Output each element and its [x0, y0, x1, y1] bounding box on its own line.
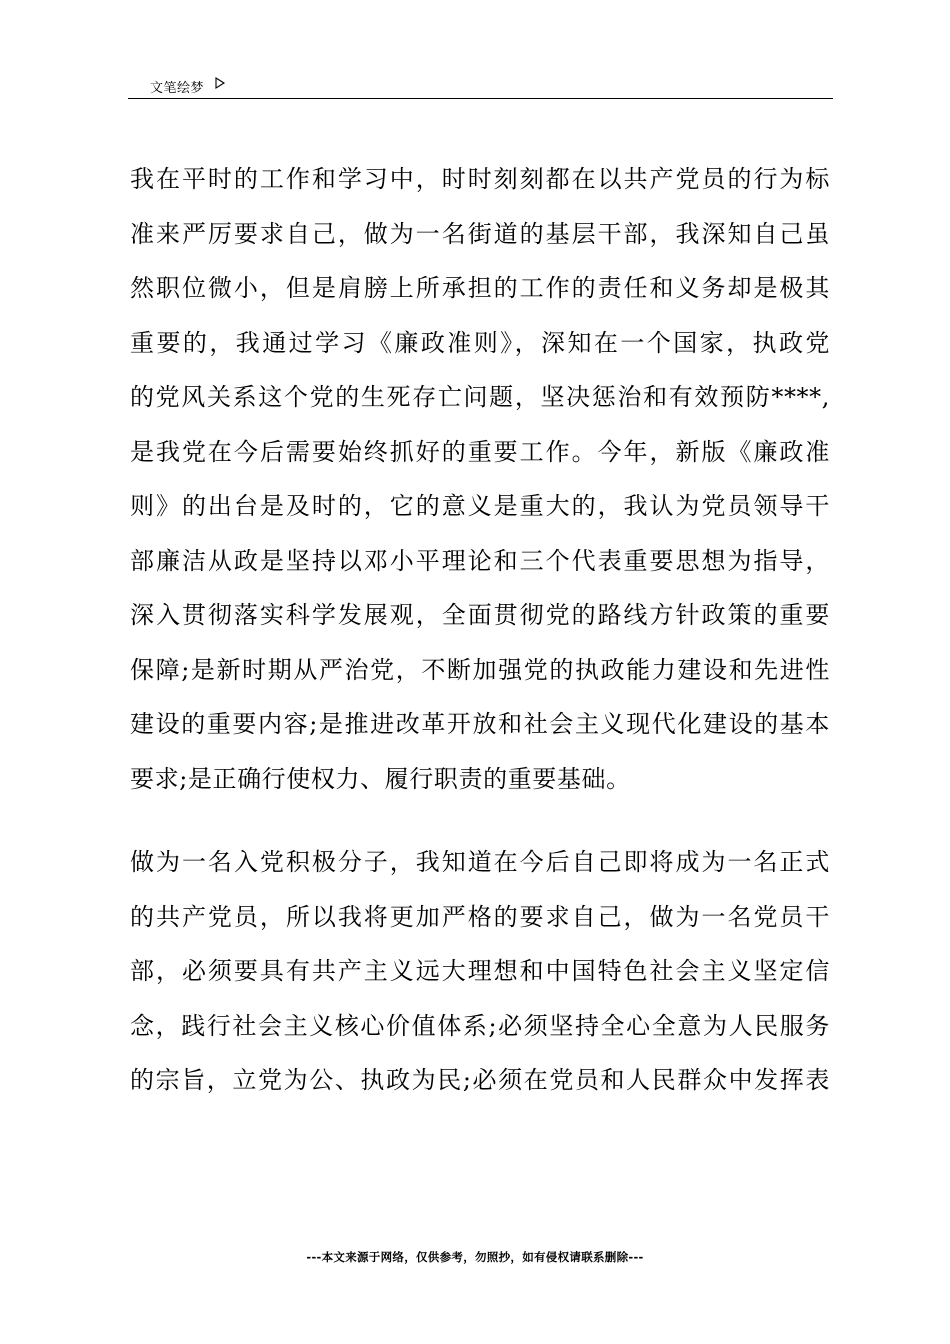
text-line: 保障;是新时期从严治党，不断加强党的执政能力建设和先进性 — [130, 655, 830, 684]
text-line: 然职位微小，但是肩膀上所承担的工作的责任和义务却是极其 — [130, 274, 830, 302]
text-line: 部，必须要具有共产主义远大理想和中国特色社会主义坚定信 — [130, 957, 830, 985]
text-line: 准来严厉要求自己，做为一名街道的基层干部，我深知自己虽 — [130, 219, 830, 248]
text-line: 我在平时的工作和学习中，时时刻刻都在以共产党员的行为标 — [130, 165, 830, 193]
text-line: 做为一名入党积极分子，我知道在今后自己即将成为一名正式 — [130, 848, 830, 876]
text-line: 念，践行社会主义核心价值体系;必须坚持全心全意为人民服务 — [130, 1011, 830, 1040]
text-line: 的共产党员，所以我将更加严格的要求自己，做为一名党员干 — [130, 902, 830, 931]
page-footer-disclaimer: ---本文来源于网络，仅供参考，勿照抄，如有侵权请联系删除--- — [306, 1250, 644, 1264]
text-line: 则》的出台是及时的，它的意义是重大的，我认为党员领导干 — [130, 492, 830, 520]
text-line: 深入贯彻落实科学发展观，全面贯彻党的路线方针政策的重要 — [130, 601, 830, 629]
text-line: 重要的，我通过学习《廉政准则》，深知在一个国家，执政党 — [130, 328, 830, 357]
paragraph — [130, 152, 830, 806]
page-header — [128, 74, 833, 99]
text-line: 的党风关系这个党的生死存亡问题，坚决惩治和有效预防****, — [130, 383, 830, 411]
document-body — [130, 152, 830, 1137]
header-logo-text: 文笔绘梦 — [150, 81, 205, 96]
text-line: 的宗旨，立党为公、执政为民;必须在党员和人民群众中发挥表 — [130, 1066, 830, 1094]
paragraph — [130, 835, 830, 1108]
text-line: 部廉洁从政是坚持以邓小平理论和三个代表重要思想为指导， — [130, 546, 830, 575]
text-line: 是我党在今后需要始终抓好的重要工作。今年，新版《廉政准 — [130, 437, 830, 466]
triangle-right-icon — [214, 76, 226, 90]
text-line: 要求;是正确行使权力、履行职责的重要基础。 — [130, 764, 631, 793]
text-line: 建设的重要内容;是推进改革开放和社会主义现代化建设的基本 — [130, 710, 830, 738]
